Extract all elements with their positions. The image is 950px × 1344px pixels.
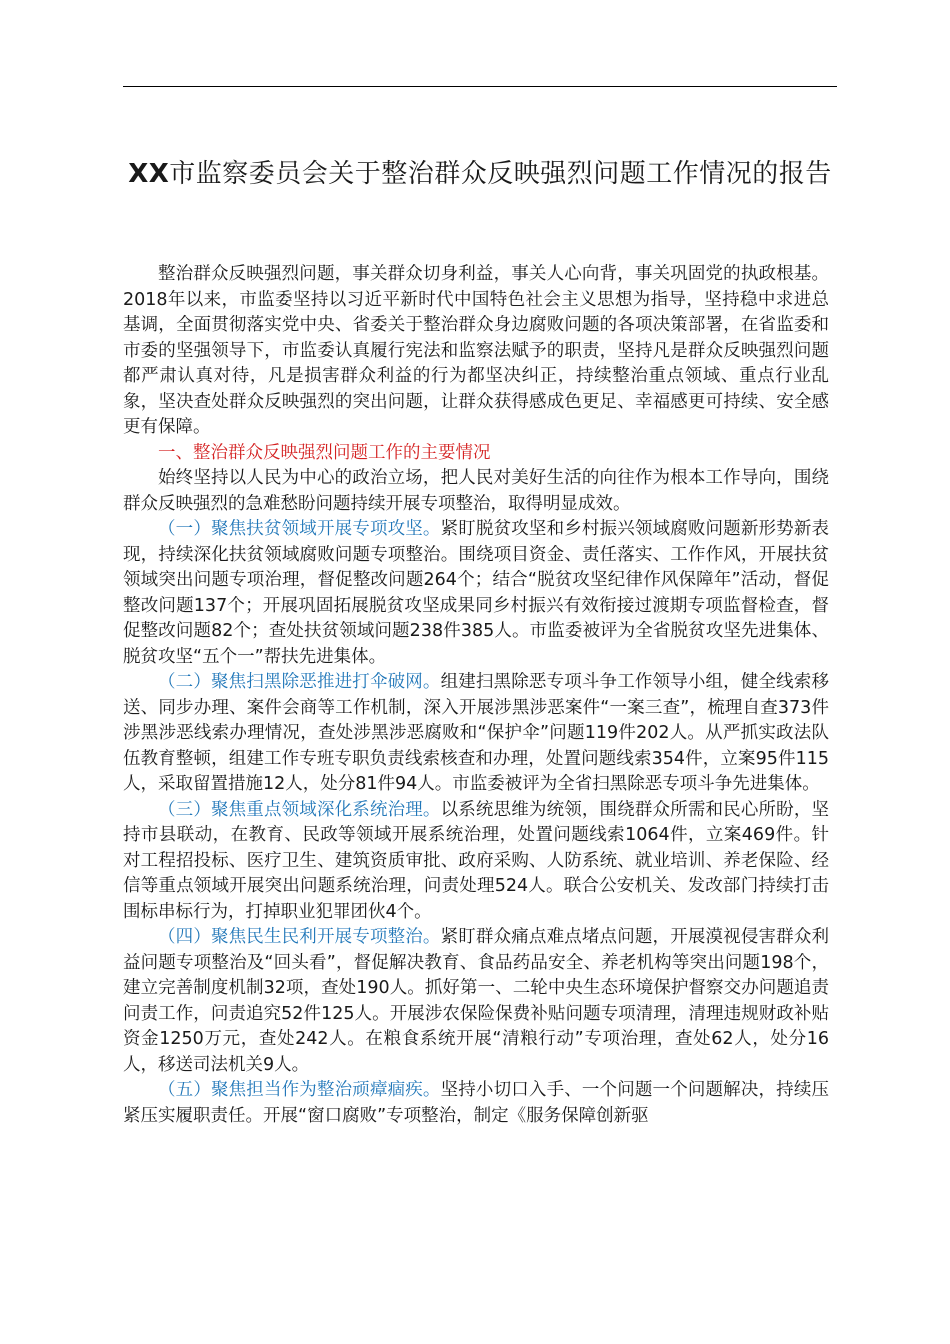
- subsection-2-paragraph: [123, 670, 829, 798]
- subsection-4-paragraph: [123, 925, 829, 1078]
- subsection-1-paragraph: [123, 517, 829, 670]
- subsection-heading: （一）聚焦扶贫领域开展专项攻坚。: [158, 519, 441, 539]
- paragraph-text: 紧盯群众痛点难点堵点问题，开展漠视侵害群众利益问题专项整治及“回头看”，督促解决教育、食品药品安全、养老机构等突出问题198个，建立完善制度机制32项，查处190人。抓好第一、二轮中央生态环境保护督察交办问题追责问责工作，问责追究52件125人。开展涉农保险保费补贴问题专项清理，清理违规财政补贴资金1250万元，查处242人。在粮食系统开展“清粮行动”专项治理，查处62人，处分16人，移送司法机关9人。: [123, 927, 829, 1075]
- section-intro-paragraph: [123, 466, 829, 517]
- section-heading-text: 一、整治群众反映强烈问题工作的主要情况: [158, 442, 491, 463]
- paragraph-text: 以系统思维为统领，围绕群众所需和民心所盼，坚持市县联动，在教育、民政等领域开展系统治理，处置问题线索1064件，立案469件。针对工程招投标、医疗卫生、建筑资质审批、政府采购、人防系统、就业培训、养老保险、经信等重点领域开展突出问题系统治理，问责处理524人。联合公安机关、发改部门持续打击围标串标行为，打掉职业犯罪团伙4个。: [123, 799, 829, 922]
- document-title: [123, 148, 837, 200]
- subsection-5-paragraph: [123, 1078, 829, 1129]
- paragraph-text: 整治群众反映强烈问题，事关群众切身利益，事关人心向背，事关巩固党的执政根基。2018年以来，市监委坚持以习近平新时代中国特色社会主义思想为指导，坚持稳中求进总基调，全面贯彻落实党中央、省委关于整治群众身边腐败问题的各项决策部署，在省监委和市委的坚强领导下，市监委认真履行宪法和监察法赋予的职责，坚持凡是群众反映强烈问题都严肃认真对待，凡是损害群众利益的行为都坚决纠正，持续整治重点领域、重点行业乱象，坚决查处群众反映强烈的突出问题，让群众获得感成色更足、幸福感更可持续、安全感更有保障。: [123, 264, 829, 437]
- header-rule: [123, 86, 837, 87]
- subsection-heading: （三）聚焦重点领域深化系统治理。: [158, 799, 441, 820]
- paragraph-text: 始终坚持以人民为中心的政治立场，把人民对美好生活的向往作为根本工作导向，围绕群众反映强烈的急难愁盼问题持续开展专项整治，取得明显成效。: [123, 468, 829, 514]
- subsection-heading: （四）聚焦民生民利开展专项整治。: [158, 927, 441, 947]
- section-heading: [123, 441, 829, 467]
- subsection-heading: （二）聚焦扫黑除恶推进打伞破网。: [158, 672, 441, 692]
- document-body: [123, 262, 829, 1129]
- title-prefix: XX: [128, 159, 170, 189]
- title-text: 市监察委员会关于整治群众反映强烈问题工作情况的报告: [169, 159, 832, 189]
- paragraph-text: 坚持小切口入手、一个问题一个问题解决，持续压紧压实履职责任。开展“窗口腐败”专项整治，制定《服务保障创新驱: [123, 1080, 829, 1126]
- subsection-3-paragraph: [123, 798, 829, 926]
- subsection-heading: （五）聚焦担当作为整治顽瘴痼疾。: [158, 1080, 441, 1100]
- paragraph-text: 组建扫黑除恶专项斗争工作领导小组，健全线索移送、同步办理、案件会商等工作机制，深入开展涉黑涉恶案件“一案三查”，梳理自查373件涉黑涉恶线索办理情况，查处涉黑涉恶腐败和“保护伞”问题119件202人。从严抓实政法队伍教育整顿，组建工作专班专职负责线索核查和办理，处置问题线索354件，立案95件115人，采取留置措施12人，处分81件94人。市监委被评为全省扫黑除恶专项斗争先进集体。: [123, 672, 829, 794]
- paragraph-text: 紧盯脱贫攻坚和乡村振兴领域腐败问题新形势新表现，持续深化扶贫领域腐败问题专项整治。围绕项目资金、责任落实、工作作风，开展扶贫领域突出问题专项治理，督促整改问题264个；结合“脱贫攻坚纪律作风保障年”活动，督促整改问题137个；开展巩固拓展脱贫攻坚成果同乡村振兴有效衔接过渡期专项监督检查，督促整改问题82个；查处扶贫领域问题238件385人。市监委被评为全省脱贫攻坚先进集体、脱贫攻坚“五个一”帮扶先进集体。: [123, 519, 829, 667]
- intro-paragraph: [123, 262, 829, 441]
